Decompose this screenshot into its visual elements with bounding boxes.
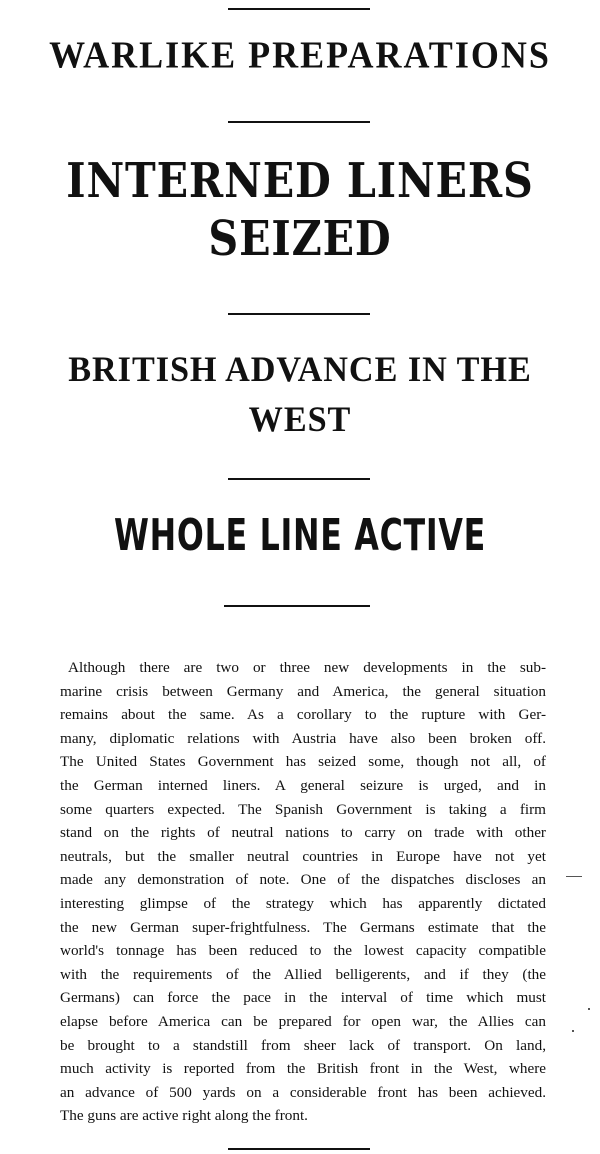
divider-2: [228, 313, 370, 315]
article-line: the German interned liners. A general seizure is urged, and in: [60, 776, 546, 794]
headline-interned-liners-line2: SEIZED: [208, 211, 392, 267]
article-line: an advance of 500 yards on a considerable front has been achieved.: [60, 1083, 546, 1101]
article-line: made any demonstration of note. One of the dispatches discloses an: [60, 871, 546, 889]
article-line: marine crisis between Germany and America, the general situation: [60, 682, 546, 700]
article-line: The United States Government has seized some, though not all, of: [60, 753, 546, 771]
article-line: Germans) can force the pace in the interval of time which must: [60, 989, 546, 1007]
headline-british-advance-line2: WEST: [248, 399, 352, 439]
article-line: stand on the rights of neutral nations to carry on trade with other: [60, 824, 546, 842]
article-line: with the requirements of the Allied belligerents, and if they (the: [60, 965, 546, 983]
headline-warlike-preparations: WARLIKE PREPARATIONS: [49, 33, 551, 76]
headline-interned-liners-line1: INTERNED LINERS: [66, 153, 534, 209]
margin-mark: [566, 876, 582, 877]
article-body: [60, 656, 546, 1128]
divider-4: [224, 605, 370, 607]
headline-interned-liners: [42, 152, 558, 268]
article-line: the new German super-frightfulness. The Germans estimate that the: [60, 918, 546, 936]
top-divider: [228, 8, 370, 10]
article-line: be brought to a standstill from sheer lack of transport. On land,: [60, 1036, 546, 1054]
margin-dot: [588, 1008, 590, 1010]
article-line: interesting glimpse of the strategy which has apparently dictated: [60, 894, 546, 912]
article-line: neutrals, but the smaller neutral countries in Europe have not yet: [60, 847, 546, 865]
article-line: remains about the same. As a corollary to the rupture with Ger-: [60, 706, 546, 724]
article-line: many, diplomatic relations with Austria have also been broken off.: [60, 729, 546, 747]
article-line: Although there are two or three new developments in the sub-: [68, 659, 546, 676]
divider-1: [228, 121, 370, 123]
article-line: elapse before America can be prepared for open war, the Allies can: [60, 1012, 546, 1030]
article-line: world's tonnage has been reduced to the lowest capacity compatible: [60, 942, 546, 960]
margin-dot: [572, 1030, 574, 1032]
headline-british-advance: [15, 344, 585, 444]
article-line: The guns are active right along the front.: [60, 1107, 308, 1125]
article-line: some quarters expected. The Spanish Government is taking a firm: [60, 800, 546, 818]
divider-3: [228, 478, 370, 480]
headline-british-advance-line1: BRITISH ADVANCE IN THE: [68, 349, 532, 389]
bottom-divider: [228, 1148, 370, 1150]
headline-whole-line-active: WHOLE LINE ACTIVE: [114, 510, 486, 561]
article-line: much activity is reported from the British front in the West, where: [60, 1060, 546, 1078]
